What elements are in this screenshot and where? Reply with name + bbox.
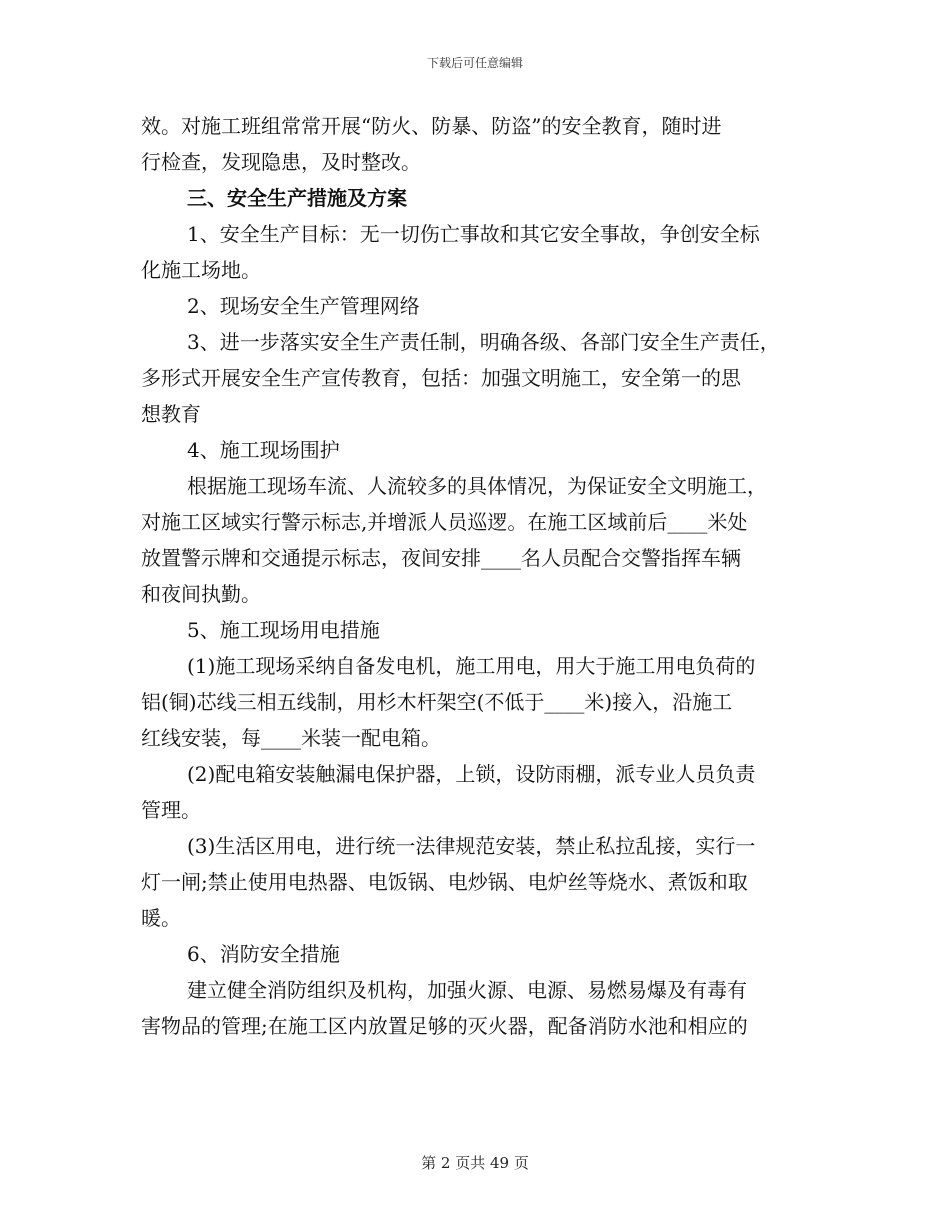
paragraph-line: 5、施工现场用电措施 — [187, 618, 380, 642]
paragraph-line: 管理。 — [141, 798, 201, 822]
paragraph-line: 想教育 — [141, 402, 201, 426]
paragraph-line: 根据施工现场车流、人流较多的具体情况，为保证安全文明施工， — [187, 474, 767, 498]
document-body — [141, 108, 821, 1044]
paragraph-line: 红线安装，每____米装一配电箱。 — [141, 726, 441, 750]
paragraph-line: 铝(铜)芯线三相五线制，用杉木杆架空(不低于____米)接入，沿施工 — [141, 690, 733, 714]
paragraph-line: 行检查，发现隐患，及时整改。 — [141, 150, 421, 174]
paragraph-line: 化施工场地。 — [141, 258, 261, 282]
paragraph-line: 放置警示牌和交通提示标志，夜间安排____名人员配合交警指挥车辆 — [141, 546, 741, 570]
page-header: 下载后可任意编辑 — [426, 56, 523, 70]
paragraph-line: 多形式开展安全生产宣传教育，包括：加强文明施工，安全第一的思 — [141, 366, 741, 390]
paragraph-line: (1)施工现场采纳自备发电机，施工用电，用大于施工用电负荷的 — [187, 654, 756, 678]
paragraph-line: 暖。 — [141, 906, 181, 930]
paragraph-line: (2)配电箱安装触漏电保护器，上锁，设防雨棚，派专业人员负责 — [187, 762, 756, 786]
paragraph-line: 6、消防安全措施 — [187, 942, 340, 966]
paragraph-line: 对施工区域实行警示标志,并增派人员巡逻。在施工区域前后____米处 — [141, 510, 748, 534]
paragraph-line: (3)生活区用电，进行统一法律规范安装，禁止私拉乱接，实行一 — [187, 834, 756, 858]
paragraph-line: 4、施工现场围护 — [187, 438, 340, 462]
paragraph-line: 效。对施工班组常常开展“防火、防暴、防盗”的安全教育，随时进 — [141, 114, 722, 138]
paragraph-line: 和夜间执勤。 — [141, 582, 261, 606]
paragraph-line: 1、安全生产目标：无一切伤亡事故和其它安全事故，争创安全标 — [187, 222, 760, 246]
page-footer: 第 2 页共 49 页 — [421, 1154, 529, 1172]
section-heading: 三、安全生产措施及方案 — [187, 186, 407, 210]
paragraph-line: 3、进一步落实安全生产责任制，明确各级、各部门安全生产责任， — [187, 330, 780, 354]
paragraph-line: 建立健全消防组织及机构，加强火源、电源、易燃易爆及有毒有 — [187, 978, 747, 1002]
paragraph-line: 灯一闸;禁止使用电热器、电饭锅、电炒锅、电炉丝等烧水、煮饭和取 — [141, 870, 748, 894]
paragraph-line: 2、现场安全生产管理网络 — [187, 294, 420, 318]
paragraph-line: 害物品的管理;在施工区内放置足够的灭火器，配备消防水池和相应的 — [141, 1014, 748, 1038]
